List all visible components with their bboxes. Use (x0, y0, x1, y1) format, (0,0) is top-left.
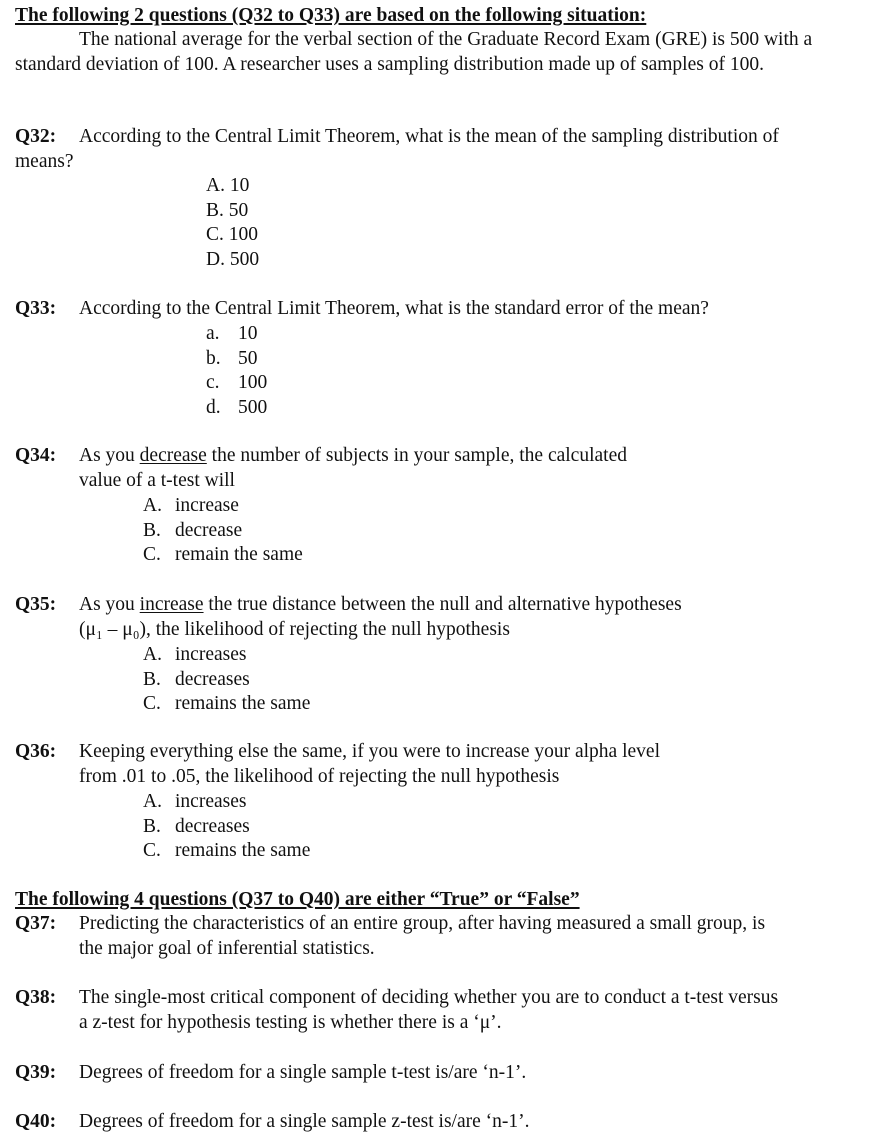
q32-choice-d[interactable]: D. 500 (206, 248, 260, 270)
q36-number: Q36: (15, 741, 57, 762)
q32-choice-c[interactable]: C. 100 (206, 224, 259, 246)
q34-choice-b[interactable]: B. decrease (143, 519, 243, 541)
q40-text: Degrees of freedom for a single sample z-test is/are ‘n-1’. (79, 1111, 530, 1132)
q32-text-line2: means? (15, 151, 74, 172)
q32-choice-a[interactable]: A. 10 (206, 175, 250, 196)
q33-choice-a[interactable]: a. 10 (206, 323, 258, 344)
q35-emphasis: increase (139, 594, 204, 615)
q34-choice-c[interactable]: C. remain the same (143, 544, 303, 566)
q36-choice-b[interactable]: B. decreases (143, 815, 250, 837)
q35-choice-b[interactable]: B. decreases (143, 668, 250, 690)
q37-text-line2: the major goal of inferential statistics. (79, 938, 375, 959)
q32-text-line1: According to the Central Limit Theorem, what is the mean of the sampling distribution of (79, 126, 779, 147)
q34-text-line1: As you decrease the number of subjects in your sample, the calculated (79, 445, 627, 466)
section-heading-1: The following 2 questions (Q32 to Q33) are based on the following situation: (15, 5, 647, 26)
q38-number: Q38: (15, 987, 57, 1008)
q36-text-line1: Keeping everything else the same, if you were to increase your alpha level (79, 741, 660, 762)
q34-text-line2: value of a t-test will (79, 470, 235, 491)
q37-number: Q37: (15, 913, 57, 934)
q33-choice-d[interactable]: d. 500 (206, 396, 268, 418)
q33-number: Q33: (15, 298, 57, 319)
q36-choices (143, 790, 310, 864)
section-heading-2: The following 4 questions (Q37 to Q40) are either “True” or “False” (15, 889, 580, 910)
q34-choice-a[interactable]: A. increase (143, 495, 239, 516)
q35-choice-c[interactable]: C. remains the same (143, 693, 311, 715)
q34-emphasis: decrease (139, 445, 207, 466)
q39-text: Degrees of freedom for a single sample t-test is/are ‘n-1’. (79, 1062, 527, 1083)
q36-text-line2: from .01 to .05, the likelihood of rejecting the null hypothesis (79, 766, 560, 787)
q33-choice-c[interactable]: c. 100 (206, 372, 268, 394)
q36-choice-a[interactable]: A. increases (143, 791, 247, 812)
q34-number: Q34: (15, 445, 57, 466)
q32-choices (206, 174, 259, 272)
q33-text: According to the Central Limit Theorem, what is the standard error of the mean? (79, 298, 709, 319)
q35-choice-a[interactable]: A. increases (143, 644, 247, 665)
q38-text-line2: a z-test for hypothesis testing is whether there is a ‘μ’. (79, 1012, 502, 1033)
q35-number: Q35: (15, 594, 57, 615)
q37-text-line1: Predicting the characteristics of an entire group, after having measured a small group, is (79, 913, 766, 934)
q35-choices (143, 643, 310, 717)
q39-number: Q39: (15, 1062, 57, 1083)
q40-number: Q40: (15, 1111, 57, 1132)
q35-text-line2: (μ₁ – μ₀), the likelihood of rejecting the null hypothesis (79, 619, 510, 640)
q33-choice-b[interactable]: b. 50 (206, 347, 258, 369)
q32-number: Q32: (15, 126, 57, 147)
q36-choice-c[interactable]: C. remains the same (143, 840, 311, 862)
q34-choices (143, 494, 303, 568)
q33-choices (206, 322, 267, 420)
q32-choice-b[interactable]: B. 50 (206, 199, 249, 221)
q38-text-line1: The single-most critical component of deciding whether you are to conduct a t-test versus (79, 987, 779, 1008)
q35-text-line1: As you increase the true distance between the null and alternative hypotheses (79, 594, 682, 615)
situation-paragraph: The national average for the verbal section of the Graduate Record Exam (GRE) is 500 with a standard deviation of 100. A researcher uses a sampling distribution made up of samples of 100. (15, 29, 813, 75)
